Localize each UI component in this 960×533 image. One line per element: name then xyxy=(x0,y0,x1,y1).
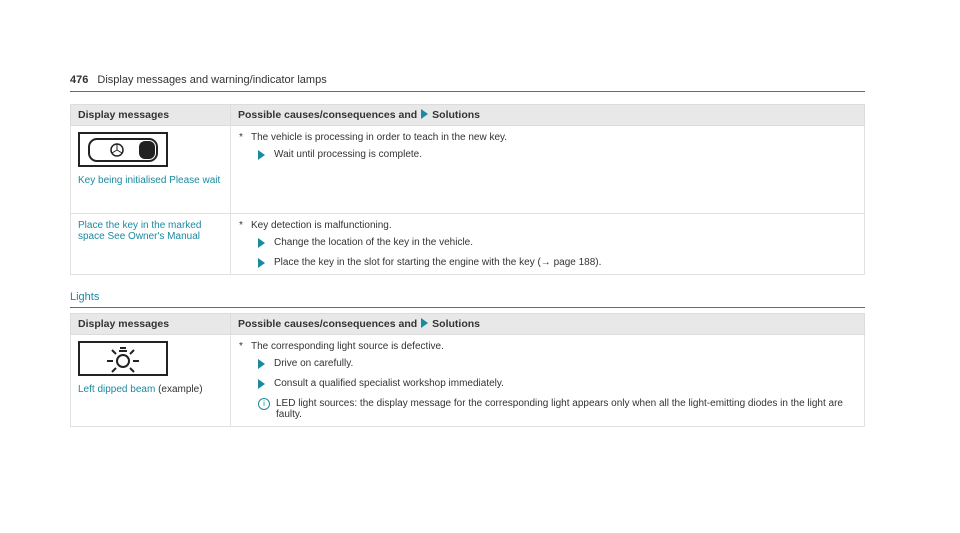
message-cell xyxy=(71,126,231,214)
solution-step: Drive on carefully. xyxy=(258,358,857,369)
col-causes-solutions xyxy=(231,105,865,126)
lights-messages-table xyxy=(70,313,865,427)
key-messages-table xyxy=(70,104,865,275)
solution-step: Change the location of the key in the vehicle. xyxy=(258,237,857,248)
arrow-icon xyxy=(258,359,265,369)
col-causes-solutions xyxy=(231,314,865,335)
message-cell xyxy=(71,335,231,427)
message-cell xyxy=(71,214,231,275)
arrow-icon xyxy=(421,318,428,328)
arrow-icon xyxy=(258,379,265,389)
page-header-title: Display messages and warning/indicator lamps xyxy=(97,74,327,86)
col-solutions-label: Solutions xyxy=(432,109,481,121)
col-solutions-label: Solutions xyxy=(432,318,481,330)
solution-step: Wait until processing is complete. xyxy=(258,149,857,160)
solution-step: Place the key in the slot for starting the engine with the key (→ page 188). xyxy=(258,257,857,268)
page-number: 476 xyxy=(70,74,89,86)
section-title: Lights xyxy=(70,291,865,308)
light-bulb-icon xyxy=(78,341,168,376)
solution-cell xyxy=(231,214,865,275)
col-display-messages: Display messages xyxy=(71,105,231,126)
cause: * The corresponding light source is defective. xyxy=(239,341,444,352)
info-note: i LED light sources: the display message for the corresponding light appears only when all the light-emitting diodes in the light are faulty. xyxy=(258,398,857,420)
cause: * The vehicle is processing in order to teach in the new key. xyxy=(239,132,508,143)
table-header-row xyxy=(71,105,865,126)
table-header-row xyxy=(71,314,865,335)
table-row xyxy=(71,335,865,427)
table-row xyxy=(71,126,865,214)
col-causes-label: Possible causes/consequences and xyxy=(238,109,418,121)
solution-cell xyxy=(231,335,865,427)
page-header xyxy=(70,74,865,92)
arrow-icon xyxy=(258,150,265,160)
message-text: Place the key in the marked space See Owner's Manual xyxy=(78,220,202,242)
table-row xyxy=(71,214,865,275)
message-text: Left dipped beam (example) xyxy=(78,384,203,395)
key-icon xyxy=(78,132,168,167)
col-display-messages: Display messages xyxy=(71,314,231,335)
solution-cell xyxy=(231,126,865,214)
arrow-icon xyxy=(258,238,265,248)
arrow-icon xyxy=(258,258,265,268)
info-icon: i xyxy=(258,398,270,410)
col-causes-label: Possible causes/consequences and xyxy=(238,318,418,330)
message-text: Key being initialised Please wait xyxy=(78,175,221,186)
solution-step: Consult a qualified specialist workshop immediately. xyxy=(258,378,857,389)
cause: * Key detection is malfunctioning. xyxy=(239,220,392,231)
arrow-icon xyxy=(421,109,428,119)
